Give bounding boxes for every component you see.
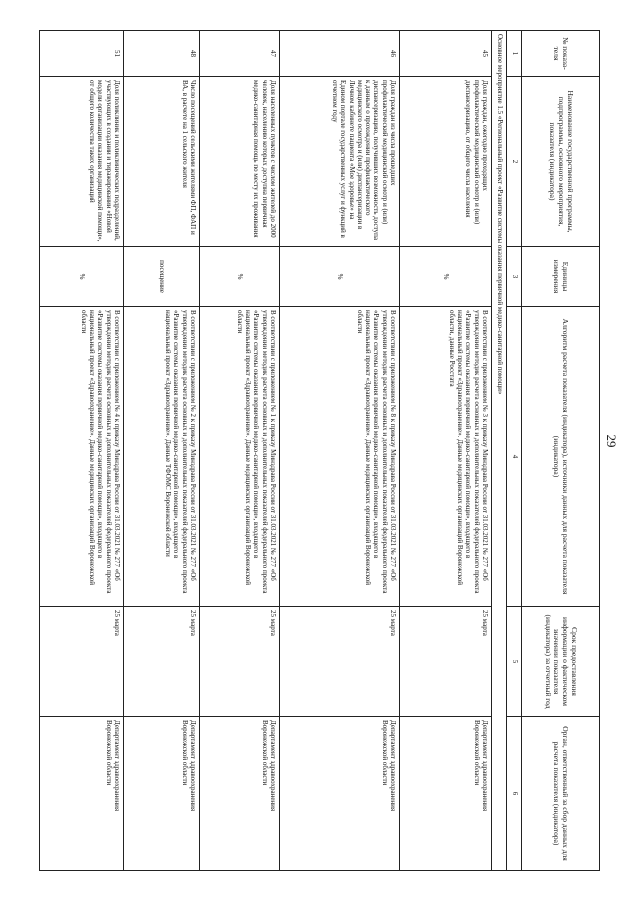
algorithm-cell: В соответствии с приложением № 4 к приказу Минздрава России от 31.03.2021 № 277 «Об утверждении методик расчета основных и дополнительных показателей федерального проекта «Развитие системы оказания первичной медико-санитарной помощи», входящего в национальный проект «Здравоохранение». Данные медицинских организаций Воронежской области (40, 307, 124, 607)
header-num: № показа-теля (522, 31, 600, 77)
algorithm-cell: В соответствии с приложением № 8 к приказу Минздрава России от 31.03.2021 № 277 «Об утверждении методик расчета основных и дополнительных показателей федерального проекта «Развитие системы оказания первичной медико-санитарной помощи», входящего в национальный проект «Здравоохранение». Данные медицинских организаций Воронежской области (280, 307, 400, 607)
org-cell (200, 717, 280, 871)
page-number: 29 (604, 434, 619, 448)
org-cell (40, 717, 124, 871)
org-cell (280, 717, 400, 871)
unit-cell: посещение (124, 247, 200, 307)
row-number: 51 (40, 31, 124, 77)
deadline-cell: 25 марта (280, 607, 400, 717)
org-line: Департамент здравоохранения (481, 720, 489, 812)
column-number: 2 (507, 77, 522, 247)
indicator-name: Число посещений сельскими жителями ФП, ФАП и ВА, в расчете на 1 сельского жителя (124, 77, 200, 247)
unit-cell: % (400, 247, 492, 307)
row-number: 47 (200, 31, 280, 77)
header-algorithm: Алгоритм расчета показателя (индикатора), источники данных для расчета показателя (индикатора) (522, 307, 600, 607)
deadline-cell: 25 марта (124, 607, 200, 717)
org-line: Воронежской области (472, 720, 481, 786)
header-org: Орган, ответственный за сбор данных для расчета показателя (индикатора) (522, 717, 600, 871)
deadline-cell: 25 марта (400, 607, 492, 717)
unit-cell: % (200, 247, 280, 307)
table-row (200, 31, 280, 871)
algorithm-cell: В соответствии с приложением № 2 к приказу Минздрава России от 31.03.2021 № 277 «Об утверждении методик расчета основных и дополнительных показателей федерального проекта «Развитие системы оказания первичной медико-санитарной помощи», входящего в национальный проект «Здравоохранение». Данные ТФОМС Воронежской области (124, 307, 200, 607)
column-numbers-row (507, 31, 522, 871)
header-unit: Единицы измерения (522, 247, 600, 307)
org-cell (400, 717, 492, 871)
section-row (492, 31, 507, 871)
indicator-name: Доля поликлиник и поликлинических подразделений, участвующих в создании и тиражировании «Новой модели организации оказания медицинской помощи», от общего количества таких организаций (40, 77, 124, 247)
org-cell (124, 717, 200, 871)
org-line: Воронежской области (104, 720, 113, 786)
org-line: Воронежской области (180, 720, 189, 786)
column-number: 5 (507, 607, 522, 717)
unit-cell: % (280, 247, 400, 307)
column-number: 3 (507, 247, 522, 307)
org-line: Воронежской области (380, 720, 389, 786)
unit-cell: % (40, 247, 124, 307)
org-line: Департамент здравоохранения (389, 720, 397, 812)
deadline-cell: 25 марта (40, 607, 124, 717)
org-line: Департамент здравоохранения (269, 720, 277, 812)
indicator-name: Доля населенных пунктов с числом жителей до 2000 человек, населению которых доступна первичная медико-санитарная помощь по месту их проживания (200, 77, 280, 247)
algorithm-cell: В соответствии с приложением № 3 к приказу Минздрава России от 31.03.2021 № 277 «Об утверждении методик расчета основных и дополнительных показателей федерального проекта «Развитие системы оказания первичной медико-санитарной помощи», входящего в национальный проект «Здравоохранение». Данные медицинских организаций Воронежской области, данные Росстата (400, 307, 492, 607)
header-row (522, 31, 600, 871)
org-line: Воронежской области (260, 720, 269, 786)
rotated-document (40, 30, 600, 870)
section-title: Основное мероприятие 1.5 «Региональный проект «Развитие системы оказания первичной медико-санитарной помощи» (492, 31, 507, 871)
table-row (280, 31, 400, 871)
deadline-cell: 25 марта (200, 607, 280, 717)
row-number: 46 (280, 31, 400, 77)
header-deadline: Срок предоставления информации о фактическом значении показателя (индикатора) за отчетный год (522, 607, 600, 717)
algorithm-cell: В соответствии с приложением № 1 к приказу Минздрава России от 31.03.2021 № 277 «Об утверждении методик расчета основных и дополнительных показателей федерального проекта «Развитие системы оказания первичной медико-санитарной помощи», входящего в национальный проект «Здравоохранение». Данные медицинских организаций Воронежской области (200, 307, 280, 607)
table-row (40, 31, 124, 871)
column-number: 4 (507, 307, 522, 607)
indicator-name: Доля граждан из числа прошедших профилактический медицинский осмотр и (или) диспансеризацию, получивших возможность доступа к данным о прохождении профилактического медицинского осмотра и (или) диспансеризации в Личном кабинете пациента «Мое здоровье» на Едином портале государственных услуг и функций в отчетном году (280, 77, 400, 247)
indicator-name: Доля граждан, ежегодно проходящих профилактический медицинский осмотр и (или) диспансеризацию, от общего числа населения (400, 77, 492, 247)
org-line: Департамент здравоохранения (113, 720, 121, 812)
table-row (124, 31, 200, 871)
table-row (400, 31, 492, 871)
org-line: Департамент здравоохранения (189, 720, 197, 812)
indicators-table (39, 30, 600, 871)
column-number: 6 (507, 717, 522, 871)
header-name: Наименование государственной программы, подпрограммы, основного мероприятия, показателя (индикатора) (522, 77, 600, 247)
row-number: 48 (124, 31, 200, 77)
row-number: 45 (400, 31, 492, 77)
column-number: 1 (507, 31, 522, 77)
